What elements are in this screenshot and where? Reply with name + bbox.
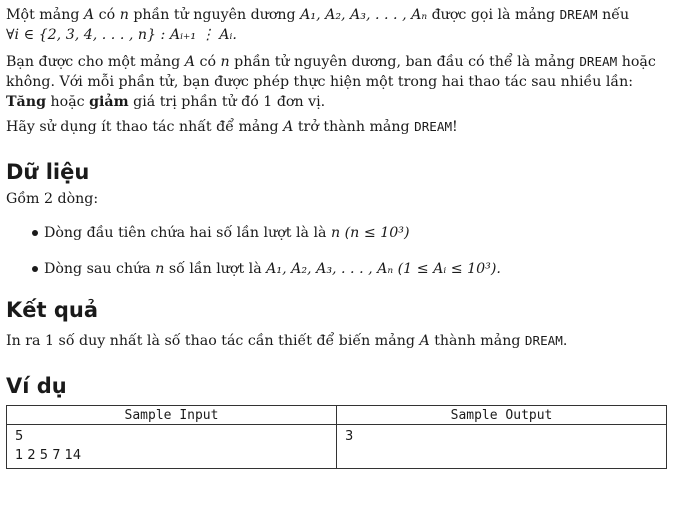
list-item [6,223,672,243]
text: có [94,7,120,23]
math-var: n [155,261,165,277]
math-var: n [330,225,341,241]
list-item [6,259,672,279]
text: có [194,54,221,70]
text: nếu [597,7,630,23]
example-heading: Ví dụ [6,374,67,398]
dream-keyword: DREAM [414,119,453,134]
text: trở thành mảng [293,119,415,135]
sample-table [6,405,667,469]
bold-tang: Tăng [6,94,46,110]
math-condition: ∀i ∈ {2, 3, 4, . . . , n} : Aᵢ₊₁ ⋮ Aᵢ. [6,27,237,43]
text: Hãy sử dụng ít thao tác nhất để mảng [6,119,284,135]
goal-paragraph [6,117,672,137]
intro-paragraph [6,5,672,45]
text: ! [452,119,458,135]
text: phần tử nguyên dương, ban đầu có thể là mảng [229,54,580,70]
dream-keyword: DREAM [559,7,598,22]
text: giá trị phần tử đó 1 đơn vị. [128,94,326,110]
sample-output-header: Sample Output [337,406,667,425]
text: hoặc [46,94,90,110]
math-var: n [220,54,230,70]
text: số lần lượt là [164,261,267,277]
math-var: n [119,7,129,23]
text: Dòng sau chứa [44,261,156,277]
sample-input-line: 1 2 5 7 14 [15,448,82,463]
bold-giam: giảm [89,94,129,110]
output-heading: Kết quả [6,298,99,322]
bullet-icon [32,266,38,272]
input-list [6,223,672,279]
math-condition: (1 ≤ Aᵢ ≤ 10³). [397,261,501,277]
text: không. Với mỗi phần tử, bạn được phép thực hiện một trong hai thao tác sau nhiều lần: [6,74,634,90]
math-var: A [83,7,95,23]
text: Bạn được cho một mảng [6,54,185,70]
sample-input-header: Sample Input [7,406,337,425]
table-header-row [7,406,667,425]
input-heading: Dữ liệu [6,160,90,184]
dream-keyword: DREAM [524,333,563,348]
text: hoặc [617,54,656,70]
math-var: A [184,54,195,70]
sample-output-cell[interactable] [337,425,667,469]
text: thành mảng [429,333,525,349]
input-intro: Gồm 2 dòng: [6,191,99,207]
text: In ra 1 số duy nhất là số thao tác cần thiết để biến mảng [6,333,420,349]
text: được gọi là mảng [427,7,560,23]
math-seq: A₁, A₂, A₃, . . . , Aₙ [266,261,394,277]
math-condition: (n ≤ 10³) [344,225,410,241]
task-paragraph [6,52,672,112]
bullet-icon [32,230,38,236]
text: Một mảng [6,7,84,23]
sample-input-line: 5 [15,429,24,444]
output-paragraph [6,331,672,351]
dream-keyword: DREAM [579,54,618,69]
text: Dòng đầu tiên chứa hai số lần lượt là là [44,225,331,241]
text: . [562,333,568,349]
text: phần tử nguyên dương [128,7,301,23]
math-var: A [283,119,294,135]
sample-input-cell[interactable] [7,425,337,469]
math-var: A [419,333,430,349]
math-seq: A₁, A₂, A₃, . . . , Aₙ [300,7,428,23]
sample-output-line: 3 [345,429,354,444]
table-row [7,425,667,469]
